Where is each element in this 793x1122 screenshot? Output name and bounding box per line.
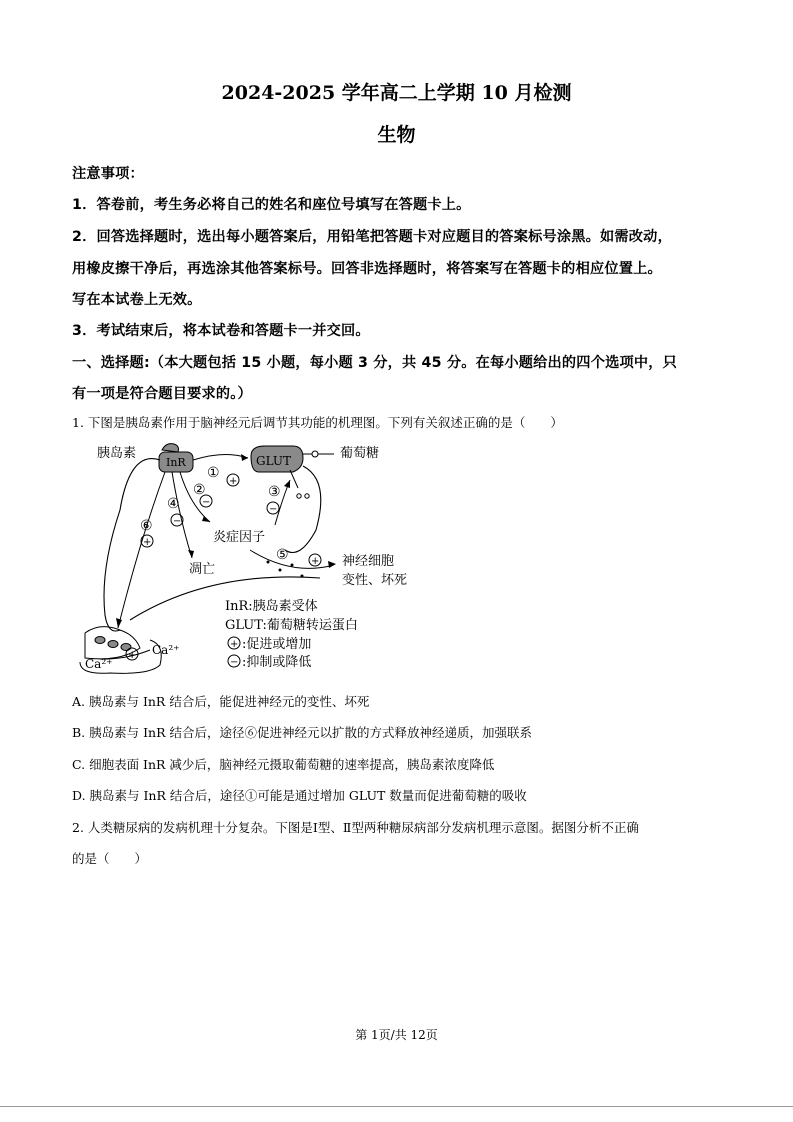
q1-option-d: D. 胰岛素与 InR 结合后，途径①可能是通过增加 GLUT 数量而促进葡萄糖的吸收	[72, 788, 527, 803]
label-neuron-2: 变性、坏死	[342, 573, 408, 588]
label-inflammation: 炎症因子	[213, 530, 266, 545]
q2-stem-line1: 2. 人类糖尿病的发病机理十分复杂。下图是Ⅰ型、Ⅱ型两种糖尿病部分发病机理示意图。据图分析不正确	[72, 820, 639, 835]
notice-item-2: 2．回答选择题时，选出每小题答案后，用铅笔把答题卡对应题目的答案标号涂黑。如需改动，	[72, 229, 672, 245]
legend-glut: GLUT:葡萄糖转运蛋白	[225, 618, 358, 633]
synapse-vesicle-1	[95, 637, 105, 644]
p6-plus: +	[143, 537, 152, 548]
p5-plus: +	[311, 556, 320, 567]
label-glucose: 葡萄糖	[340, 446, 380, 461]
label-apoptosis: 凋亡	[189, 562, 216, 577]
q1-option-c: C. 细胞表面 InR 减少后，脑神经元摄取葡萄糖的速率提高，胰岛素浓度降低	[72, 757, 495, 772]
page-bottom-rule	[0, 1106, 793, 1107]
glucose-entry	[290, 470, 298, 488]
section-heading: 一、选择题:（本大题包括 15 小题，每小题 3 分，共 45 分。在每小题给出的四个选项中，只	[72, 355, 678, 371]
q2-stem-line2: 的是（ ）	[72, 851, 148, 866]
q1-option-b: B. 胰岛素与 InR 结合后，途径⑥促进神经元以扩散的方式释放神经递质，加强联系	[72, 725, 532, 740]
p3-minus: −	[269, 504, 278, 515]
label-glut: GLUT	[256, 454, 292, 468]
p2-minus: −	[202, 497, 211, 508]
glucose-dot-a	[297, 494, 301, 498]
pathway-4-arrow	[172, 472, 192, 558]
notice-heading: 注意事项：	[72, 166, 144, 182]
factor-dot-1	[267, 561, 270, 564]
label-p5: ⑤	[276, 547, 289, 563]
q1-stem: 1. 下图是胰岛素作用于脑神经元后调节其功能的机理图。下列有关叙述正确的是（ ）	[72, 415, 563, 430]
p1-plus: +	[229, 476, 238, 487]
pathway-4-head	[188, 550, 194, 558]
pathway-2-head	[202, 516, 210, 522]
notice-item-2-end: 写在本试卷上无效。	[72, 292, 202, 308]
label-ca-1: Ca²⁺	[152, 643, 180, 657]
label-insulin: 胰岛素	[97, 446, 137, 461]
label-p6: ⑥	[140, 518, 153, 534]
label-inr: InR	[166, 456, 186, 469]
glucose-dot-b	[305, 494, 309, 498]
notice-item-2-cont: 用橡皮擦干净后，再选涂其他答案标号。回答非选择题时，将答案写在答题卡的相应位置上。	[72, 261, 662, 277]
legend-inhibit: :抑制或降低	[242, 655, 312, 670]
factor-dot-3	[291, 564, 294, 567]
pathway-5-head	[328, 561, 336, 568]
factor-dot-2	[279, 569, 282, 572]
pathway-3-head	[284, 480, 290, 488]
label-p3: ③	[268, 484, 281, 500]
label-p1: ①	[207, 465, 220, 481]
subject-title: 生物	[377, 124, 416, 146]
section-heading-cont: 有一项是符合题目要求的。）	[72, 386, 252, 402]
pathway-1-arrow	[193, 454, 248, 460]
legend-promote: :促进或增加	[242, 637, 312, 652]
p4-minus: −	[173, 516, 182, 527]
label-neuron-1: 神经细胞	[342, 554, 395, 569]
pathway-6-head	[116, 618, 122, 628]
legend-inr: InR:胰岛素受体	[225, 599, 318, 614]
q1-figure	[0, 430, 793, 680]
notice-item-1: 1．答卷前，考生务必将自己的姓名和座位号填写在答题卡上。	[72, 197, 471, 213]
label-p2: ②	[193, 482, 206, 498]
insulin-shape	[162, 444, 179, 452]
synapse-vesicle-2	[108, 641, 118, 648]
neuron-membrane-right	[285, 466, 321, 553]
legend-plus-sign: +	[230, 639, 239, 650]
page-footer: 第 1页/共 12页	[355, 1028, 438, 1042]
label-ca-2: Ca²⁺	[85, 657, 113, 671]
glucose-molecule	[312, 451, 318, 457]
pathway-1-head	[241, 454, 248, 461]
q1-option-a: A. 胰岛素与 InR 结合后，能促进神经元的变性、坏死	[72, 694, 370, 709]
legend-minus-sign: −	[230, 657, 239, 668]
exam-title: 2024-2025 学年高二上学期 10 月检测	[221, 82, 572, 104]
notice-item-3: 3．考试结束后，将本试卷和答题卡一并交回。	[72, 323, 370, 339]
label-p4: ④	[167, 496, 180, 512]
ca-plus: +	[128, 650, 137, 661]
